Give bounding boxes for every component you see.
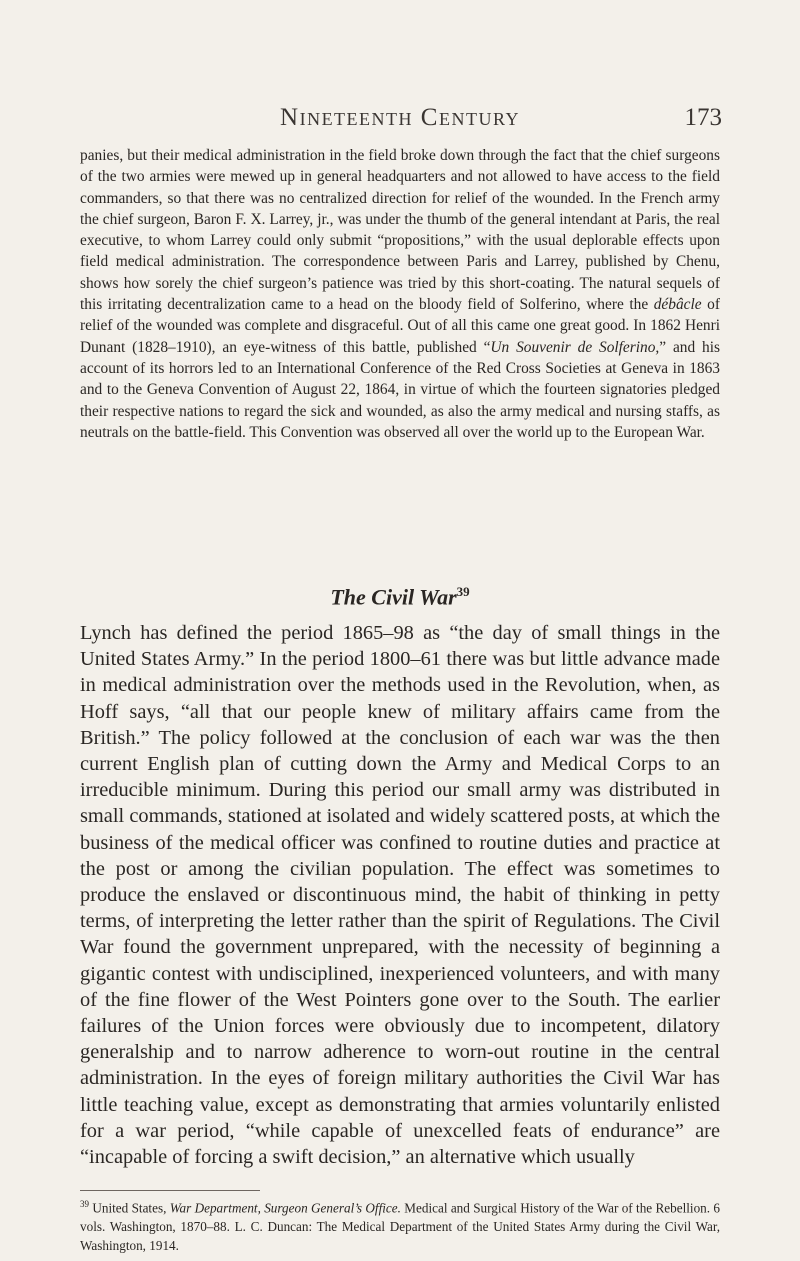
paragraph [80,145,720,443]
running-head: Nineteenth Century [280,104,520,131]
section-body [80,620,720,1170]
footnote-text: United States, [89,1200,170,1216]
text-run: ” and his account of its horrors led to an International Conference of the Red Cross Societies at Geneva in 1863 and to the Geneva Convention of August 22, 1864, in virtue of which the fourteen signatories pledged their respective nations to regard the sick and wounded, as also the army medical and nursing staffs, as neutrals on the battle-field. This Convention was observed all over the world up to the European War. [80,338,720,441]
opening-paragraph [80,145,720,443]
page-header [0,104,800,134]
italic-title: Un Souvenir de Solferino, [490,338,660,356]
paragraph: Lynch has defined the period 1865–98 as “the day of small things in the United States Army.” In the period 1800–61 there was but little advance made in medical administration over the methods used in the Revolution, when, as Hoff says, “all that our people knew of military affairs came from the British.” The policy followed at the conclusion of each war was the then current English plan of cutting down the Army and Medical Corps to an irreducible minimum. During this period our small army was distributed in small commands, stationed at isolated and widely scattered posts, at which the business of the medical officer was confined to routine duties and practice at the post or among the civilian population. The effect was sometimes to produce the enslaved or discontinuous mind, the habit of thinking in petty terms, of interpreting the letter rather than the spirit of Regulations. The Civil War found the government unprepared, with the necessity of beginning a gigantic contest with undisciplined, inexperienced volunteers, and with many of the fine flower of the West Pointers gone over to the South. The earlier failures of the Union forces were obviously due to incompetent, dilatory generalship and to narrow adherence to worn-out routine in the central administration. In the eyes of foreign military authorities the Civil War has little teaching value, except as demonstrating that armies voluntarily enlisted for a war period, “while capable of unexcelled feats of endurance” are “incapable of forcing a swift decision,” an alternative which usually [80,622,720,1169]
text-run: panies, but their medical administration in the field broke down through the fact that the chief surgeons of the two armies were mewed up in general headquarters and not allowed to have access to the field commanders, so that there was no centralized direction for relief of the wounded. In the French army the chief surgeon, Baron F. X. Larrey, jr., was under the thumb of the general intendant at Paris, the real executive, to whom Larrey could only submit “propositions,” with the usual deplorable effects upon field medical administration. The correspondence between Paris and Larrey, published by Chenu, shows how sorely the chief surgeon’s patience was tried by this short-coating. The natural sequels of this irritating decentralization came to a head on the bloody field of Solferino, where the [80,147,720,314]
footnote-number: 39 [80,1199,89,1209]
footnote [80,1195,720,1255]
footnote-divider [80,1190,260,1191]
italic-term: débâcle [653,296,702,314]
text-run: of relief of the wounded was complete and disgraceful. Out of all this came one great good. In 1862 Henri Dunant (1828–1910), an eye-witness of this battle, published “ [80,296,720,356]
footnote-reference: 39 [456,584,470,599]
footnote-text: Medical and Surgical History of the War of the Rebellion. 6 vols. Washington, 1870–88. L. C. Duncan: The Medical Department of the United States Army during the Civil War, Washington, 1914. [80,1200,721,1254]
section-title: The Civil War [330,584,457,610]
footnote-italic: War Department, Surgeon General’s Office. [169,1200,401,1216]
page-number: 173 [684,104,722,131]
section-heading [0,584,800,610]
